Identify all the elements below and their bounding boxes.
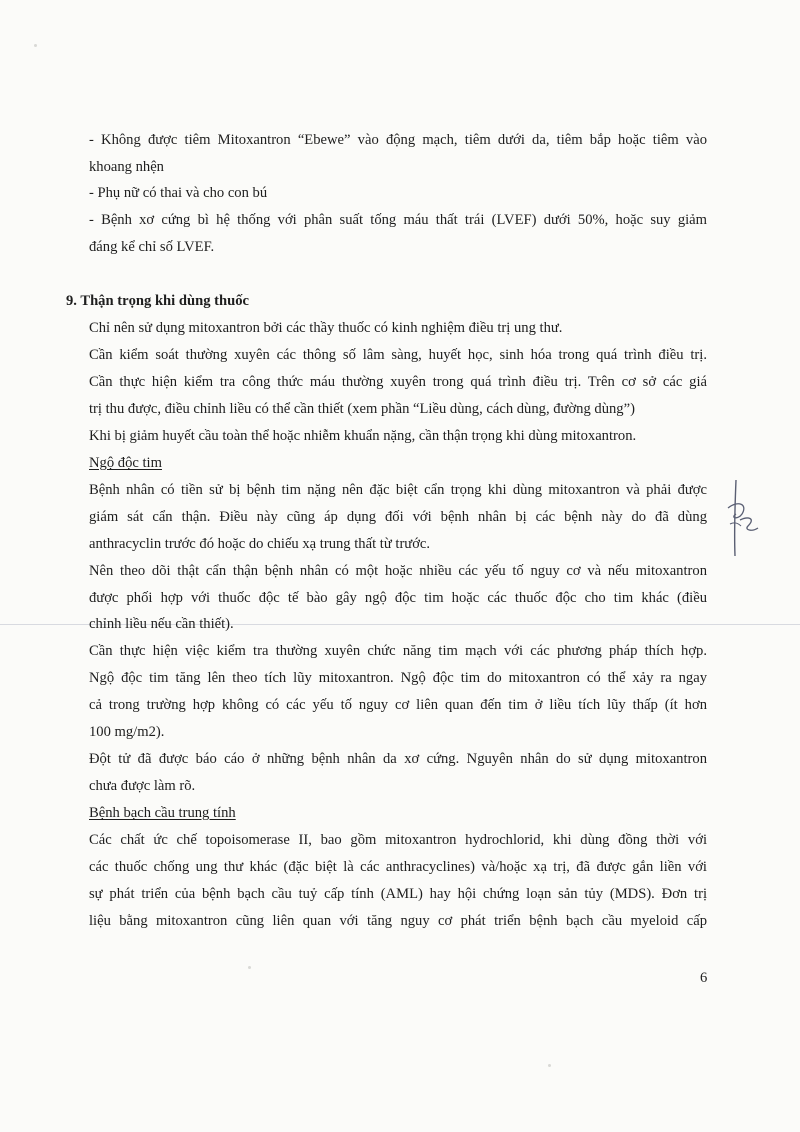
paragraph-line: cả trong trường hợp không có các yếu tố nguy cơ liên quan đến tim ở liều tích lũy thấp (ít hơn <box>89 697 707 713</box>
paragraph-line: Chỉ nên sử dụng mitoxantron bởi các thầy thuốc có kinh nghiệm điều trị ung thư. <box>89 320 563 336</box>
paragraph-line: các thuốc chống ung thư khác (đặc biệt là các anthracyclines) và/hoặc xạ trị, đã được gắn liền với <box>89 859 707 875</box>
paragraph-line: Bệnh nhân có tiền sử bị bệnh tim nặng nên đặc biệt cẩn trọng khi dùng mitoxantron và phải được <box>89 482 707 498</box>
page-number: 6 <box>700 970 708 986</box>
handwritten-signature-mark <box>718 474 768 564</box>
paragraph-line: Cần thực hiện việc kiểm tra thường xuyên chức năng tim mạch với các phương pháp thích hợp. <box>89 643 707 659</box>
subheading-cardiotoxicity: Ngộ độc tim <box>89 455 162 471</box>
paragraph-line: trị thu được, điều chỉnh liều có thể cần thiết (xem phần “Liều dùng, cách dùng, đường dùng”) <box>89 401 635 417</box>
subheading-leukemia: Bệnh bạch cầu trung tính <box>89 805 236 821</box>
contraindication-line: - Phụ nữ có thai và cho con bú <box>89 185 268 201</box>
scan-speck <box>34 44 37 47</box>
paragraph-line: được phối hợp với thuốc độc tế bào gây ngộ độc tim hoặc các thuốc độc cho tim khác (điều <box>89 590 707 606</box>
paragraph-line: Các chất ức chế topoisomerase II, bao gồm mitoxantron hydrochlorid, khi dùng đồng thời với <box>89 832 707 848</box>
paragraph-line: 100 mg/m2). <box>89 724 165 740</box>
paragraph-line: Cần thực hiện kiểm tra công thức máu thường xuyên trong quá trình điều trị. Trên cơ sở các giá <box>89 374 707 390</box>
paragraph-line: giám sát cẩn thận. Điều này cũng áp dụng đối với bệnh nhân bị các bệnh này do đã dùng <box>89 509 707 525</box>
paragraph-line: Cần kiểm soát thường xuyên các thông số lâm sàng, huyết học, sinh hóa trong quá trình điều trị. <box>89 347 707 363</box>
paragraph-line: Đột tử đã được báo cáo ở những bệnh nhân da xơ cứng. Nguyên nhân do sử dụng mitoxantron <box>89 751 707 767</box>
paragraph-line: Nên theo dõi thật cẩn thận bệnh nhân có một hoặc nhiều các yếu tố nguy cơ và nếu mitoxantron <box>89 563 707 579</box>
contraindication-line: - Không được tiêm Mitoxantron “Ebewe” vào động mạch, tiêm dưới da, tiêm bắp hoặc tiêm vào <box>89 132 707 148</box>
scan-speck <box>548 1064 551 1067</box>
contraindication-line: khoang nhện <box>89 159 164 175</box>
contraindication-line: đáng kể chỉ số LVEF. <box>89 239 215 255</box>
paragraph-line: Khi bị giảm huyết cầu toàn thể hoặc nhiễm khuẩn nặng, cần thận trọng khi dùng mitoxantron. <box>89 428 637 444</box>
section-heading: 9. Thận trọng khi dùng thuốc <box>66 293 250 309</box>
contraindication-line: - Bệnh xơ cứng bì hệ thống với phân suất tống máu thất trái (LVEF) dưới 50%, hoặc suy giảm <box>89 212 707 228</box>
paragraph-line: liệu bằng mitoxantron cũng liên quan với tăng nguy cơ phát triển bệnh bạch cầu myeloid cấp <box>89 913 707 929</box>
scan-speck <box>248 966 251 969</box>
paragraph-line: anthracyclin trước đó hoặc do chiếu xạ trung thất từ trước. <box>89 536 431 552</box>
paragraph-line: sự phát triển của bệnh bạch cầu tuỷ cấp tính (AML) hay hội chứng loạn sản tủy (MDS). Đơn trị <box>89 886 707 902</box>
paragraph-line: Ngộ độc tim tăng lên theo tích lũy mitoxantron. Ngộ độc tim do mitoxantron có thể xảy ra ngay <box>89 670 707 686</box>
paragraph-line: chưa được làm rõ. <box>89 778 196 794</box>
paragraph-line: chỉnh liều nếu cần thiết). <box>89 616 234 632</box>
